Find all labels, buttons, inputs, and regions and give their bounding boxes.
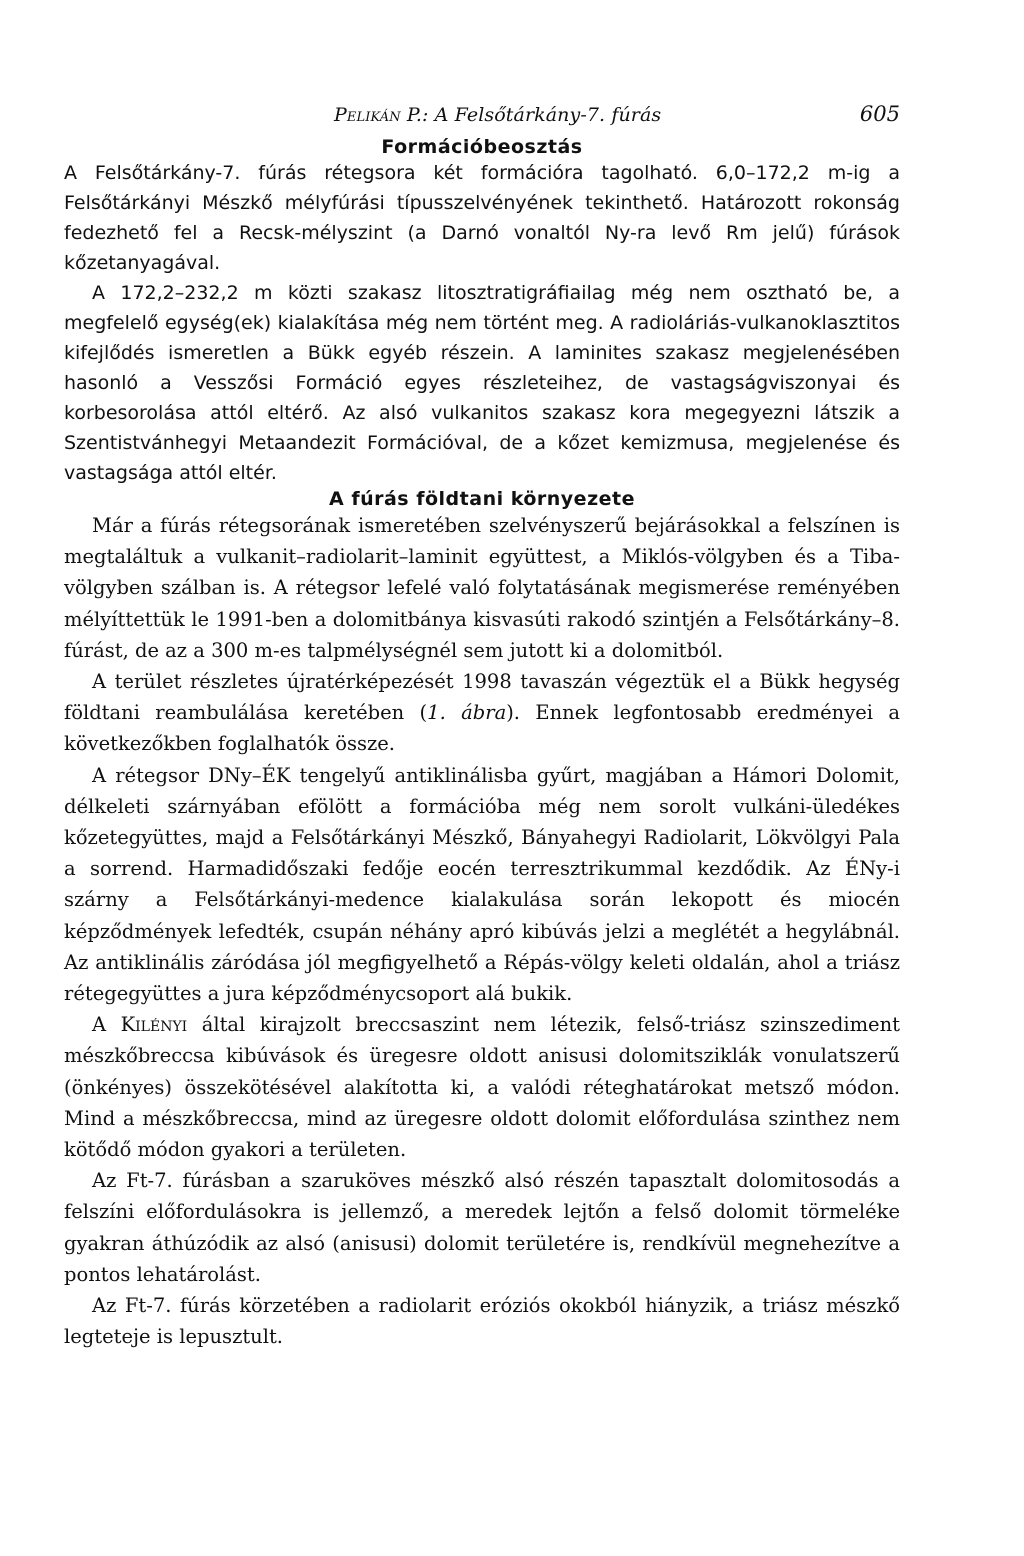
section-formation-classification	[64, 136, 900, 488]
section-geological-environment	[64, 488, 900, 1352]
text-span: A	[92, 1013, 121, 1037]
author-name: Pelikán P.	[334, 104, 423, 126]
paragraph	[64, 666, 900, 760]
figure-reference: 1. ábra	[427, 701, 507, 725]
paragraph	[64, 1009, 900, 1165]
paragraph: Az Ft-7. fúrásban a szaruköves mészkő alsó részén tapasztalt dolomitosodás a felszíni előfordulásokra is jellemző, a meredek lejtőn a felső dolomit törmeléke gyakran áthúzódik az alsó (anisusi) dolomit területére is, rendkívül megnehezítve a pontos lehatárolást.	[64, 1169, 900, 1286]
paragraph: Már a fúrás rétegsorának ismeretében szelvényszerű bejárásokkal a felszínen is megtaláltuk a vulkanit–radiolarit–laminit együttest, a Miklós-völgyben és a Tiba-völgyben szálban is. A rétegsor lefelé való folytatásának megismerése reményében mélyíttettük le 1991-ben a dolomitbánya kisvasúti rakodó szintjén a Felsőtárkány–8. fúrást, de az a 300 m-es talpmélységnél sem jutott ki a dolomitból.	[64, 514, 900, 662]
cited-author: Kilényi	[120, 1013, 188, 1037]
section-title-environment: A fúrás földtani környezete	[329, 488, 635, 510]
journal-page	[64, 96, 900, 1352]
text-span: A terület részletes újratérképezését 1998 tavaszán végeztük el a Bükk hegység földtani reambulálása keretében (	[64, 670, 900, 725]
paragraph: Az Ft-7. fúrás körzetében a radiolarit eróziós okokból hiányzik, a triász mészkő legteteje is lepusztult.	[64, 1294, 900, 1349]
paragraph: A Felsőtárkány-7. fúrás rétegsora két formációra tagolható. 6,0–172,2 m-ig a Felsőtárkányi Mészkő mélyfúrási típusszelvényének tekinthető. Határozott rokonság fedezhető fel a Recsk-mélyszint (a Darnó vonaltól Ny-ra levő Rm jelű) fúrások kőzetanyagával.	[64, 162, 900, 274]
paragraph: A rétegsor DNy–ÉK tengelyű antiklinálisba gyűrt, magjában a Hámori Dolomit, délkeleti szárnyában efölött a formációba még nem sorolt vulkáni-üledékes kőzetegyüttes, majd a Felsőtárkányi Mészkő, Bányahegyi Radiolarit, Lökvölgyi Pala a sorrend. Harmadidőszaki fedője eocén terresztrikummal kezdődik. Az ÉNy-i szárny a Felsőtárkányi-medence kialakulása során lekopott és miocén képződmények lefedték, csupán néhány apró kibúvás jelzi a meglétét a hegylábnál. Az antiklinális záródása jól megfigyelhető a Répás-völgy keleti oldalán, ahol a triász rétegegyüttes a jura képződménycsoport alá bukik.	[64, 763, 900, 1006]
running-head	[64, 96, 900, 136]
section-title-formation: Formációbeosztás	[381, 136, 583, 158]
article-title: A Felsőtárkány-7. fúrás	[434, 104, 662, 126]
text-span: ). Ennek legfontosabb eredményei a következőkben foglalhatók össze.	[64, 701, 900, 756]
paragraph: A 172,2–232,2 m közti szakasz litosztratigráfiailag még nem osztható be, a megfelelő egység(ek) kialakítása még nem történt meg. A radioláriás-vulkanoklasztitos kifejlődés ismeretlen a Bükk egyéb részein. A laminites szakasz megjelenésében hasonló a Vesszősi Formáció egyes részleteihez, de vastagságviszonyai és korbesorolása attól eltérő. Az alsó vulkanitos szakasz kora megegyezni látszik a Szentistvánhegyi Metaandezit Formációval, de a kőzet kemizmusa, megjelenése és vastagsága attól eltér.	[64, 282, 900, 484]
page-number: 605	[859, 102, 900, 126]
running-title: Pelikán P.: A Felsőtárkány-7. fúrás	[334, 104, 662, 126]
text-span: által kirajzolt breccsaszint nem létezik, felső-triász szinszediment mészkőbreccsa kibúvások és üregesre oldott anisusi dolomitsziklák vonulatszerű (önkényes) összekötésével alakította ki, a valódi réteghatárokat metsző módon. Mind a mészkőbreccsa, mind az üregesre oldott dolomit előfordulása szinthez nem kötődő módon gyakori a területen.	[64, 1013, 900, 1162]
